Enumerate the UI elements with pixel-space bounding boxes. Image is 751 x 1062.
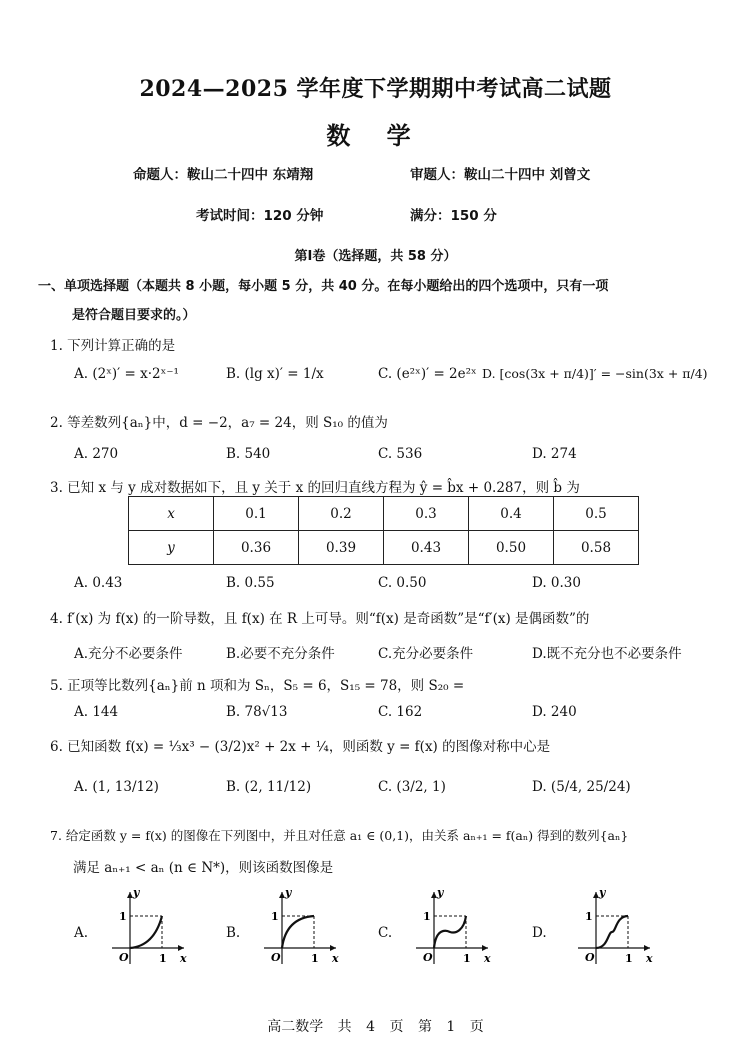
graph-origin-label: O [119, 951, 129, 964]
q2-option-a: A. 270 [74, 446, 119, 462]
q2-option-d: D. 274 [532, 446, 577, 462]
graph-one-label: 1 [625, 952, 633, 965]
q2-option-b: B. 540 [226, 446, 271, 462]
question-6-stem: 6. 已知函数 f(x) = ⅓x³ − (3/2)x² + 2x + ¼，则函数 y = f(x) 的图像对称中心是 [50, 739, 551, 755]
question-1-stem: 1. 下列计算正确的是 [50, 338, 176, 354]
table-cell: 0.1 [214, 497, 299, 531]
table-cell: x [129, 497, 214, 531]
table-cell: 0.50 [469, 531, 554, 565]
q1-option-a: A. (2ˣ)′ = x·2ˣ⁻¹ [74, 366, 179, 382]
q7-option-b: B. [226, 925, 241, 941]
section-instruction-1: 一、单项选择题（本题共 8 小题，每小题 5 分，共 40 分。在每小题给出的四个选项中，只有一项 [38, 279, 609, 294]
table-cell: 0.36 [214, 531, 299, 565]
q5-option-b: B. 78√13 [226, 704, 288, 720]
question-4-stem: 4. f′(x) 为 f(x) 的一阶导数，且 f(x) 在 R 上可导。则“f(x) 是奇函数”是“f′(x) 是偶函数”的 [50, 611, 590, 627]
q4-option-d: D.既不充分也不必要条件 [532, 646, 682, 662]
graph-one-label: 1 [119, 910, 127, 923]
graph-one-label: 1 [423, 910, 431, 923]
q7-graph-d [570, 886, 654, 966]
graph-one-label: 1 [271, 910, 279, 923]
reviewer-info: 审题人：鞍山二十四中 刘曾文 [410, 167, 591, 183]
graph-origin-label: O [585, 951, 595, 964]
q7-option-d: D. [532, 925, 547, 941]
q1-option-d: D. [cos(3x + π/4)]′ = −sin(3x + π/4) [482, 366, 708, 381]
table-cell: 0.39 [299, 531, 384, 565]
q7-graph-b [256, 886, 340, 966]
table-cell: 0.5 [554, 497, 639, 531]
question-2-stem: 2. 等差数列{aₙ}中，d = −2，a₇ = 24，则 S₁₀ 的值为 [50, 415, 388, 431]
table-cell: 0.2 [299, 497, 384, 531]
q6-option-c: C. (3/2, 1) [378, 779, 446, 795]
table-cell: 0.3 [384, 497, 469, 531]
table-row-y [129, 531, 639, 565]
table-cell: 0.58 [554, 531, 639, 565]
q3-option-a: A. 0.43 [74, 575, 123, 591]
q3-option-c: C. 0.50 [378, 575, 427, 591]
graph-one-label: 1 [585, 910, 593, 923]
table-row-x [129, 497, 639, 531]
graph-y-label: y [133, 886, 140, 899]
graph-one-label: 1 [159, 952, 167, 965]
graph-one-label: 1 [463, 952, 471, 965]
q1-option-b: B. (lg x)′ = 1/x [226, 366, 324, 382]
q5-option-d: D. 240 [532, 704, 577, 720]
graph-y-label: y [599, 886, 606, 899]
graph-x-label: x [180, 952, 187, 965]
q3-option-d: D. 0.30 [532, 575, 581, 591]
q7-graph-a [104, 886, 188, 966]
question-5-stem: 5. 正项等比数列{aₙ}前 n 项和为 Sₙ，S₅ = 6，S₁₅ = 78，则 S₂₀ = [50, 678, 465, 694]
q4-option-b: B.必要不充分条件 [226, 646, 335, 662]
graph-origin-label: O [271, 951, 281, 964]
q3-option-b: B. 0.55 [226, 575, 275, 591]
setter-info: 命题人：鞍山二十四中 东靖翔 [133, 167, 314, 183]
exam-time: 考试时间：120 分钟 [196, 208, 324, 224]
q4-option-c: C.充分必要条件 [378, 646, 474, 662]
question-7-stem-2: 满足 aₙ₊₁ < aₙ (n ∈ N*)，则该函数图像是 [73, 860, 334, 876]
table-cell: 0.43 [384, 531, 469, 565]
graph-x-label: x [332, 952, 339, 965]
section-instruction-2: 是符合题目要求的。） [72, 308, 196, 323]
question-3-stem: 3. 已知 x 与 y 成对数据如下，且 y 关于 x 的回归直线方程为 ŷ = b̂x + 0.287，则 b̂ 为 [50, 480, 580, 496]
q7-option-a: A. [74, 925, 89, 941]
full-score: 满分：150 分 [410, 208, 497, 224]
data-table [128, 496, 639, 565]
q5-option-c: C. 162 [378, 704, 423, 720]
graph-y-label: y [285, 886, 292, 899]
graph-y-label: y [437, 886, 444, 899]
exam-title: 2024—2025 学年度下学期期中考试高二试题 [139, 76, 612, 102]
graph-x-label: x [484, 952, 491, 965]
q6-option-d: D. (5/4, 25/24) [532, 779, 631, 795]
q6-option-a: A. (1, 13/12) [74, 779, 159, 795]
graph-one-label: 1 [311, 952, 319, 965]
graph-origin-label: O [423, 951, 433, 964]
q6-option-b: B. (2, 11/12) [226, 779, 312, 795]
table-cell: y [129, 531, 214, 565]
q7-graph-c [408, 886, 492, 966]
q2-option-c: C. 536 [378, 446, 423, 462]
q7-option-c: C. [378, 925, 393, 941]
question-7-stem: 7. 给定函数 y = f(x) 的图像在下列图中，并且对任意 a₁ ∈ (0,1)，由关系 aₙ₊₁ = f(aₙ) 得到的数列{aₙ} [50, 828, 629, 843]
q1-option-c: C. (e²ˣ)′ = 2e²ˣ [378, 366, 477, 382]
part1-heading: 第Ⅰ卷（选择题，共 58 分） [294, 249, 457, 264]
page-footer: 高二数学 共 4 页 第 1 页 [267, 1019, 484, 1035]
q4-option-a: A.充分不必要条件 [74, 646, 183, 662]
subject-title: 数 学 [326, 121, 425, 150]
table-cell: 0.4 [469, 497, 554, 531]
q5-option-a: A. 144 [74, 704, 119, 720]
graph-x-label: x [646, 952, 653, 965]
